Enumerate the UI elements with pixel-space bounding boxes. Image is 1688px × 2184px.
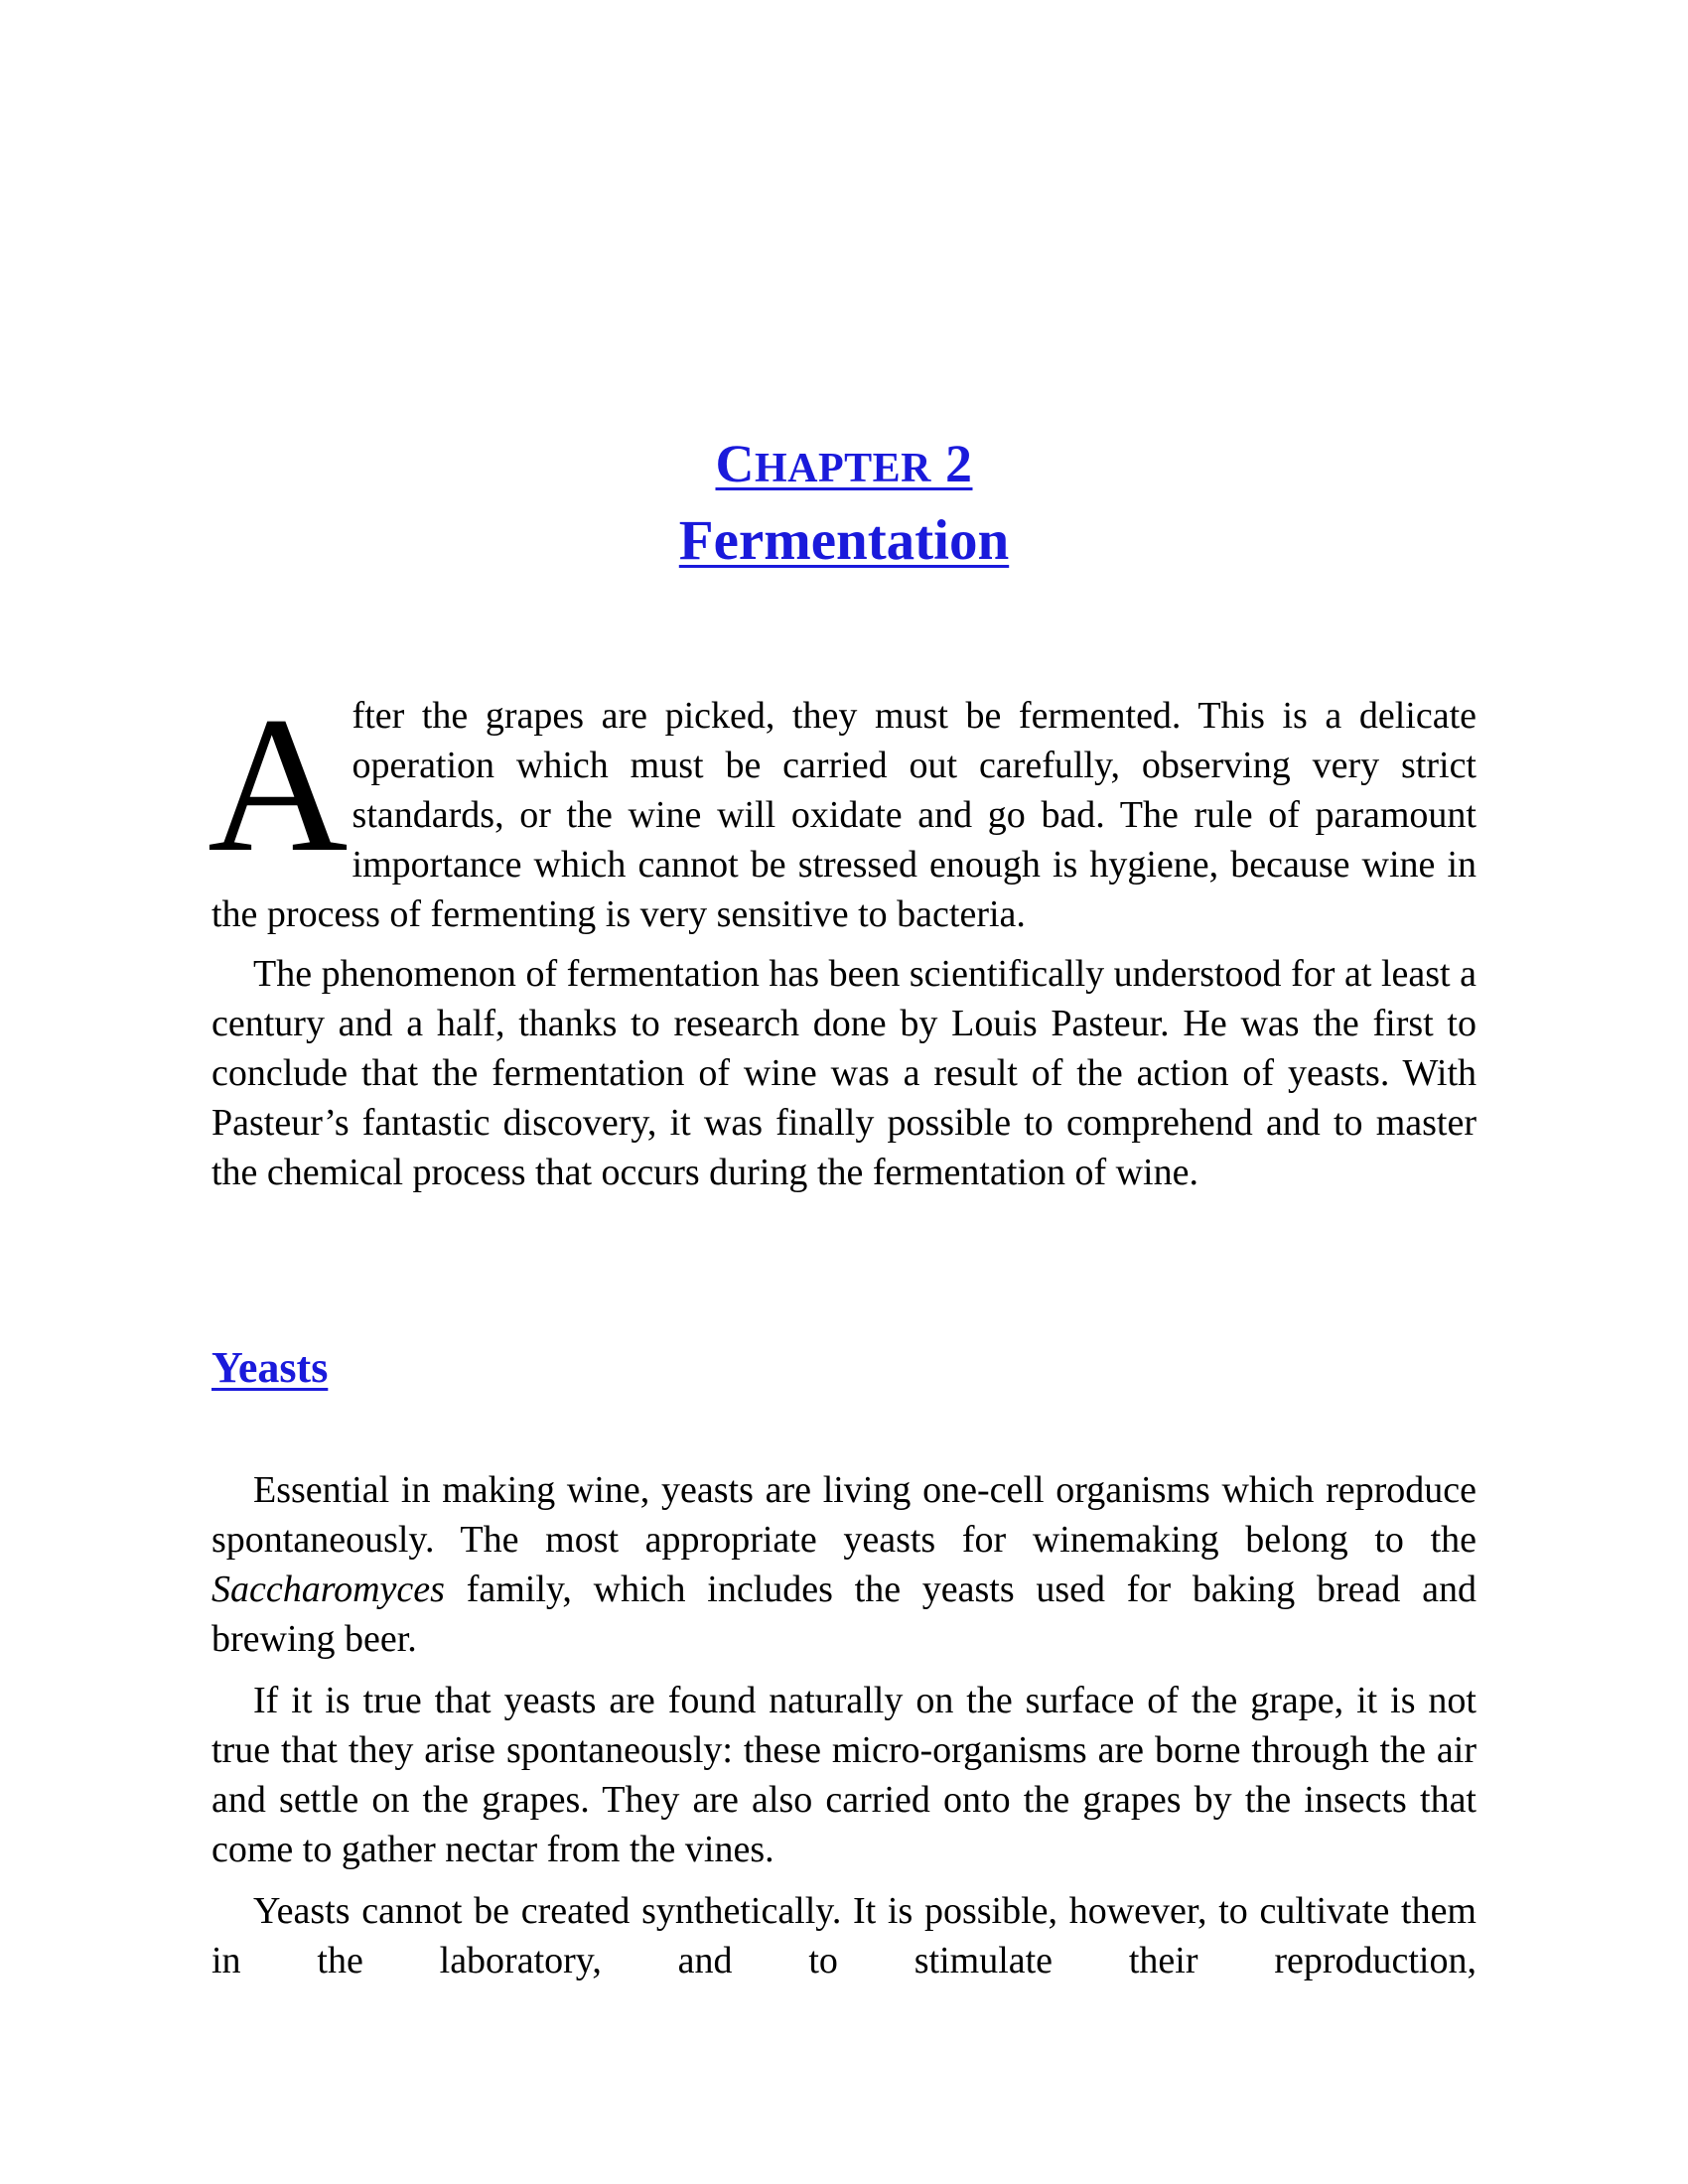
paragraph-yeasts-natural-text: If it is true that yeasts are found naturally on the surface of the grape, it is not true that they arise spontaneously: these micro-organisms are borne through the air and settle on the grapes. They are also carried onto the grapes by the insects that come to gather nectar from the vines. (211, 1680, 1477, 1870)
intro-paragraph-text: fter the grapes are picked, they must be fermented. This is a delicate operation which must be carried out carefully, observing very strict standards, or the wine will oxidate and go bad. The rule of paramount importance which cannot be stressed enough is hygiene, because wine in the process of fermenting is very sensitive to bacteria. (211, 695, 1477, 935)
chapter-heading (211, 429, 1477, 577)
drop-cap: A (208, 677, 349, 892)
book-page (208, 0, 1477, 2184)
chapter-label[interactable] (715, 429, 972, 503)
chapter-label-smallcaps: HAPTER (754, 446, 931, 491)
chapter-title (211, 505, 1477, 577)
paragraph-yeasts-natural (211, 1676, 1477, 1874)
paragraph-pasteur-text: The phenomenon of fermentation has been scientifically understood for at least a century and a half, thanks to research done by Louis Pasteur. He was the first to conclude that the fermentation of wine was a result of the action of yeasts. With Pasteur’s fantastic discovery, it was finally possible to comprehend and to master the chemical process that occurs during the fermentation of wine. (211, 953, 1477, 1193)
italic-term: Saccharomyces (211, 1569, 445, 1610)
paragraph-yeasts-essential-text (211, 1465, 1477, 1664)
paragraph-text-before-italic: Essential in making wine, yeasts are living one-cell organisms which reproduce spontaneously. The most appropriate yeasts for winemaking belong to the (211, 1469, 1477, 1561)
paragraph-yeasts-essential (211, 1465, 1477, 1664)
chapter-number: 2 (945, 434, 973, 493)
paragraph-text-after-italic: family, which includes the yeasts used for baking bread and brewing beer. (211, 1569, 1477, 1660)
chapter-title-link[interactable]: Fermentation (678, 509, 1010, 572)
paragraph-yeasts-cultivate-text: Yeasts cannot be created synthetically. It is possible, however, to cultivate them in the laboratory, and to stimulate their reproduction, (211, 1890, 1477, 1981)
intro-paragraph (208, 677, 1477, 939)
chapter-label-initial: C (715, 434, 755, 493)
paragraph-yeasts-cultivate (211, 1886, 1477, 1985)
section-heading-yeasts[interactable]: Yeasts (211, 1343, 329, 1392)
paragraph-pasteur (211, 949, 1477, 1197)
